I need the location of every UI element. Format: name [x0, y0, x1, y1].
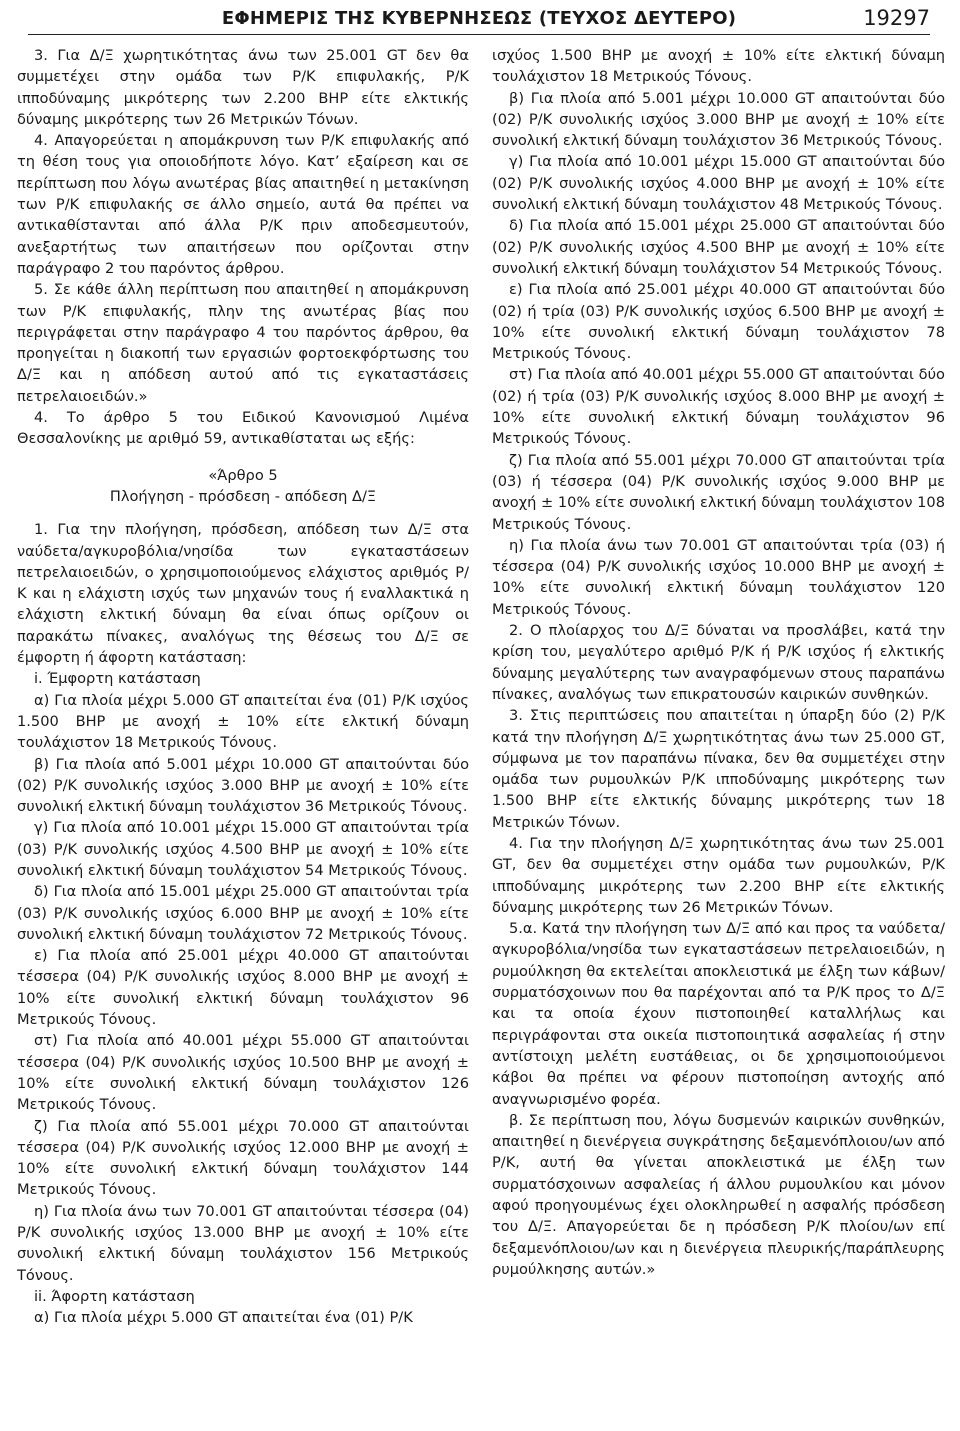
- page-header: [28, 4, 930, 35]
- article-subtitle: Πλοήγηση - πρόσδεση - απόδεση Δ/Ξ: [109, 487, 377, 505]
- list-item: α) Για πλοία μέχρι 5.000 GT απαιτείται ένα (01) Ρ/Κ: [34, 1309, 413, 1327]
- list-item: β) Για πλοία από 5.001 μέχρι 10.000 GT απαιτούνται δύο (02) Ρ/Κ συνολικής ισχύος 3.000 ΒΗΡ με ανοχή ± 10% είτε συνολική ελκτική δύναμη τουλάχιστον 36 Μετρικούς Τόνους.: [492, 89, 945, 150]
- list-item: στ) Για πλοία από 40.001 μέχρι 55.000 GT απαιτούνται τέσσερα (04) Ρ/Κ συνολικής ισχύος 10.500 ΒΗΡ με ανοχή ± 10% είτε συνολική ελκτική δύναμη τουλάχιστον 126 Μετρικούς Τόνους.: [17, 1032, 469, 1114]
- list-item: γ) Για πλοία από 10.001 μέχρι 15.000 GT απαιτούνται δύο (02) Ρ/Κ συνολικής ισχύος 4.000 ΒΗΡ με ανοχή ± 10% είτε συνολική ελκτική δύναμη τουλάχιστον 48 Μετρικούς Τόνους.: [492, 153, 945, 214]
- list-item: στ) Για πλοία από 40.001 μέχρι 55.000 GT απαιτούνται δύο (02) ή τρία (03) Ρ/Κ συνολικής ισχύος 8.000 ΒΗΡ με ανοχή ± 10% είτε συνολική ελκτική δύναμη τουλάχιστον 96 Μετρικούς Τόνους.: [492, 366, 945, 448]
- list-item: η) Για πλοία άνω των 70.001 GT απαιτούνται τέσσερα (04) Ρ/Κ συνολικής ισχύος 13.000 ΒΗΡ με ανοχή ± 10% είτε συνολική ελκτική δύναμη τουλάχιστον 156 Μετρικούς Τόνους.: [17, 1202, 469, 1284]
- paragraph: 3. Για Δ/Ξ χωρητικότητας άνω των 25.001 GT δεν θα συμμετέχει στην ομάδα των Ρ/Κ επιφυλακής, Ρ/Κ ιπποδύναμης μικρότερης των 2.200 ΒΗΡ είτε ελκτικής δύναμης μικρότερης των 26 Μετρικών Τόνων.: [17, 47, 469, 128]
- right-column: [492, 45, 945, 1280]
- article-title: «Άρθρο 5: [208, 466, 278, 484]
- paragraph: 5. Σε κάθε άλλη περίπτωση που απαιτηθεί η απομάκρυνση των Ρ/Κ επιφυλακής, πλην της ανωτέρας βίας που περιγράφεται στην παράγραφο 4 του παρόντος άρθρου, θα προηγείται η διακοπή των εργασιών φορτοεκφόρτωσης του Δ/Ξ και η απόδεση αυτού από τις εγκαταστάσεις πετρελαιοειδών.»: [17, 281, 469, 405]
- paragraph-continued: ισχύος 1.500 ΒΗΡ με ανοχή ± 10% είτε ελκτική δύναμη τουλάχιστον 18 Μετρικούς Τόνους.: [492, 47, 945, 86]
- list-item: β) Για πλοία από 5.001 μέχρι 10.000 GT απαιτούνται δύο (02) Ρ/Κ συνολικής ισχύος 3.000 ΒΗΡ με ανοχή ± 10% είτε συνολική ελκτική δύναμη τουλάχιστον 36 Μετρικούς Τόνους.: [17, 755, 469, 816]
- paragraph: 5.α. Κατά την πλοήγηση των Δ/Ξ από και προς τα ναύδετα/αγκυροβόλια/νησίδα των εγκαταστάσεων πετρελαιοειδών, η ρυμούλκηση θα εκτελείται αποκλειστικά με έλξη των κάβων/συρματόσχοινων που θα παρέχονται από τα Ρ/Κ προς το Δ/Ξ και τα οποία έχουν πιστοποιηθεί καταλλήλως και περιγράφονται στα οικεία πιστοποιητικά ασφαλείας ή στην αντίστοιχη μελέτη ευστάθειας, οι δε χρησιμοποιούμενοι κάβοι θα πρέπει να φέρουν πιστοποίηση αντοχής από αναγνωρισμένο φορέα.: [492, 920, 945, 1108]
- paragraph: 4. Απαγορεύεται η απομάκρυνση των Ρ/Κ επιφυλακής από τη θέση τους για οποιοδήποτε λόγο. Κατ’ εξαίρεση και σε περίπτωση που λόγω ανωτέρας βίας απαιτηθεί η μετακίνηση των Ρ/Κ επιφυλακής σε άλλο σημείο, αυτά θα πρέπει να αντικαθίστανται από άλλα Ρ/Κ πριν αποδεσμευτούν, ανεξαρτήτως των απαιτήσεων που ορίζονται στην παράγραφο 2 του παρόντος άρθρου.: [17, 132, 469, 277]
- list-item: δ) Για πλοία από 15.001 μέχρι 25.000 GT απαιτούνται τρία (03) Ρ/Κ συνολικής ισχύος 6.000 ΒΗΡ με ανοχή ± 10% είτε συνολική ελκτική δύναμη τουλάχιστον 72 Μετρικούς Τόνους.: [17, 883, 469, 943]
- paragraph: 1. Για την πλοήγηση, πρόσδεση, απόδεση των Δ/Ξ στα ναύδετα/αγκυροβόλια/νησίδα των εγκαταστάσεων πετρελαιοειδών, ο χρησιμοποιούμενος ελάχιστος αριθμός Ρ/Κ και η ελάχιστη ισχύς των μηχανών τους ή εναλλακτικά η ελάχιστη ελκτική δύναμη θα είναι όπως ορίζουν οι παρακάτω πίνακες, αναλόγως της θέσεως του Δ/Ξ σε έμφορτη ή άφορτη κατάσταση:: [17, 521, 469, 667]
- list-item: ε) Για πλοία από 25.001 μέχρι 40.000 GT απαιτούνται τέσσερα (04) Ρ/Κ συνολικής ισχύος 8.000 ΒΗΡ με ανοχή ± 10% είτε συνολική ελκτική δύναμη τουλάχιστον 96 Μετρικούς Τόνους.: [17, 947, 469, 1029]
- list-item: ζ) Για πλοία από 55.001 μέχρι 70.000 GT απαιτούνται τέσσερα (04) Ρ/Κ συνολικής ισχύος 12.000 ΒΗΡ με ανοχή ± 10% είτε συνολική ελκτική δύναμη τουλάχιστον 144 Μετρικούς Τόνους.: [17, 1117, 469, 1199]
- section-label: i. Έμφορτη κατάσταση: [34, 670, 201, 688]
- page-number: 19297: [863, 6, 930, 30]
- list-item: γ) Για πλοία από 10.001 μέχρι 15.000 GT απαιτούνται τρία (03) Ρ/Κ συνολικής ισχύος 4.500 ΒΗΡ με ανοχή ± 10% είτε συνολική ελκτική δύναμη τουλάχιστον 54 Μετρικούς Τόνους.: [17, 819, 469, 879]
- list-item: ε) Για πλοία από 25.001 μέχρι 40.000 GT απαιτούνται δύο (02) ή τρία (03) Ρ/Κ συνολικής ισχύος 6.500 ΒΗΡ με ανοχή ± 10% είτε συνολική ελκτική δύναμη τουλάχιστον 78 Μετρικούς Τόνους.: [492, 281, 945, 363]
- paragraph: 4. Για την πλοήγηση Δ/Ξ χωρητικότητας άνω των 25.001 GT, δεν θα συμμετέχει στην ομάδα των ρυμουλκών, Ρ/Κ ιπποδύναμης μικρότερης των 2.200 ΒΗΡ είτε ελκτικής δύναμης μικρότερης των 26 Μετρικών Τόνων.: [492, 834, 945, 916]
- gazette-title: ΕΦΗΜΕΡΙΣ ΤΗΣ ΚΥΒΕΡΝΗΣΕΩΣ (ΤΕΥΧΟΣ ΔΕΥΤΕΡΟ): [221, 8, 737, 29]
- list-item: δ) Για πλοία από 15.001 μέχρι 25.000 GT απαιτούνται δύο (02) Ρ/Κ συνολικής ισχύος 4.500 ΒΗΡ με ανοχή ± 10% είτε συνολική ελκτική δύναμη τουλάχιστον 54 Μετρικούς Τόνους.: [492, 217, 945, 277]
- left-column: [17, 45, 469, 1329]
- list-item: ζ) Για πλοία από 55.001 μέχρι 70.000 GT απαιτούνται τρία (03) ή τέσσερα (04) Ρ/Κ συνολικής ισχύος 9.000 ΒΗΡ με ανοχή ± 10% είτε συνολική ελκτική δύναμη τουλάχιστον 108 Μετρικούς Τόνους.: [492, 451, 945, 533]
- list-item: α) Για πλοία μέχρι 5.000 GT απαιτείται ένα (01) Ρ/Κ ισχύος 1.500 ΒΗΡ με ανοχή ± 10% είτε ελκτική δύναμη τουλάχιστον 18 Μετρικούς Τόνους.: [17, 691, 469, 752]
- paragraph: 4. Το άρθρο 5 του Ειδικού Κανονισμού Λιμένα Θεσσαλονίκης με αριθμό 59, αντικαθίσταται ως εξής:: [17, 409, 469, 448]
- list-item: η) Για πλοία άνω των 70.001 GT απαιτούνται τρία (03) ή τέσσερα (04) Ρ/Κ συνολικής ισχύος 10.000 ΒΗΡ με ανοχή ± 10% είτε συνολική ελκτική δύναμη τουλάχιστον 120 Μετρικούς Τόνους.: [492, 536, 945, 618]
- paragraph: 2. Ο πλοίαρχος του Δ/Ξ δύναται να προσλάβει, κατά την κρίση του, μεγαλύτερο αριθμό Ρ/Κ ή Ρ/Κ ισχύος ή ελκτικής δύναμης μεγαλύτερης των αναγραφόμενων στους παραπάνω πίνακες, αναλόγως των επικρατουσών καιρικών συνθηκών.: [492, 622, 945, 703]
- paragraph: β. Σε περίπτωση που, λόγω δυσμενών καιρικών συνθηκών, απαιτηθεί η διενέργεια συγκράτησης δεξαμενόπλοιου/ων από Ρ/Κ, αυτή θα γίνεται αποκλειστικά με έλξη των συρματόσχοινων ασφαλείας ή άλλου ρυμουλκίου και μόνον αφού προηγουμένως έχει ολοκληρωθεί η ασφαλής πρόσδεση του Δ/Ξ. Απαγορεύεται δε η πρόσδεση Ρ/Κ πλοίου/ων επί δεξαμενόπλοιου/ων και η διενέργεια πλευρικής/παράπλευρης ρυμούλκησης αυτών.»: [492, 1111, 945, 1278]
- paragraph: 3. Στις περιπτώσεις που απαιτείται η ύπαρξη δύο (2) Ρ/Κ κατά την πλοήγηση Δ/Ξ χωρητικότητας άνω των 25.000 GT, σύμφωνα με τον παραπάνω πίνακα, δεν θα συμμετέχει στην ομάδα των ρυμουλκών Ρ/Κ ιπποδύναμης μικρότερης των 1.500 ΒΗΡ είτε ελκτικής δύναμης μικρότερης των 18 Μετρικών Τόνων.: [492, 707, 945, 831]
- section-label: ii. Άφορτη κατάσταση: [34, 1287, 195, 1305]
